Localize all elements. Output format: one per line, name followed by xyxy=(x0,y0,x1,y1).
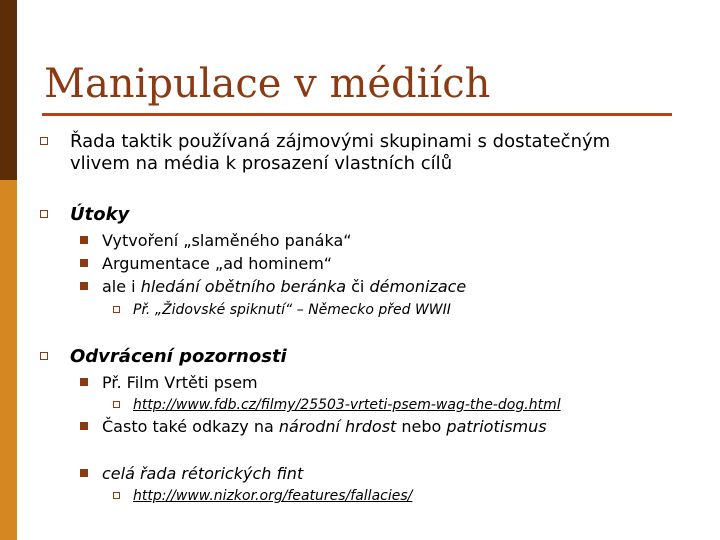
text-plain: nebo xyxy=(396,417,447,436)
square-bullet-icon xyxy=(113,401,120,408)
side-bar-light xyxy=(0,180,17,540)
link-nizkor-fallacies[interactable]: http://www.nizkor.org/features/fallacies/ xyxy=(133,488,413,504)
square-bullet-icon xyxy=(113,306,120,313)
sub-item-text xyxy=(102,416,547,438)
text-italic: národní hrdost xyxy=(278,417,397,436)
bullet-text-line-1: Řada taktik používaná zájmovými skupinami s dostatečným xyxy=(70,131,611,152)
square-bullet-icon xyxy=(40,210,48,218)
bullet-heading-utoky: Útoky xyxy=(70,204,130,225)
side-bar-dark xyxy=(0,0,17,180)
square-bullet-icon xyxy=(40,137,48,145)
text-italic: hledání obětního beránka xyxy=(140,277,347,296)
slide-title: Manipulace v médiích xyxy=(44,61,491,107)
square-bullet-icon xyxy=(113,492,120,499)
link-fdb-film[interactable]: http://www.fdb.cz/filmy/25503-vrteti-psem-wag-the-dog.html xyxy=(133,397,561,413)
sub-item-text: Př. Film Vrtěti psem xyxy=(102,373,258,392)
sub-item-text xyxy=(102,276,466,298)
title-underline xyxy=(42,113,672,116)
sub-item-text: Argumentace „ad hominem“ xyxy=(102,254,333,273)
text-italic: démonizace xyxy=(369,277,467,296)
filled-square-bullet-icon xyxy=(80,236,88,244)
sub-sub-item-text: Př. „Židovské spiknutí“ – Německo před WWII xyxy=(133,302,451,318)
text-plain: Často také odkazy na xyxy=(102,417,279,436)
text-plain: ale i xyxy=(102,277,141,296)
filled-square-bullet-icon xyxy=(80,282,88,290)
filled-square-bullet-icon xyxy=(80,378,88,386)
filled-square-bullet-icon xyxy=(80,422,88,430)
text-plain: či xyxy=(346,277,370,296)
bullet-text-line-2: vlivem na média k prosazení vlastních cílů xyxy=(70,153,453,174)
bullet-heading-odvraceni: Odvrácení pozornosti xyxy=(70,346,287,367)
sub-item-text: celá řada rétorických fint xyxy=(102,464,304,483)
square-bullet-icon xyxy=(40,352,48,360)
text-italic: patriotismus xyxy=(446,417,547,436)
filled-square-bullet-icon xyxy=(80,469,88,477)
sub-item-text: Vytvoření „slaměného panáka“ xyxy=(102,231,352,250)
filled-square-bullet-icon xyxy=(80,259,88,267)
